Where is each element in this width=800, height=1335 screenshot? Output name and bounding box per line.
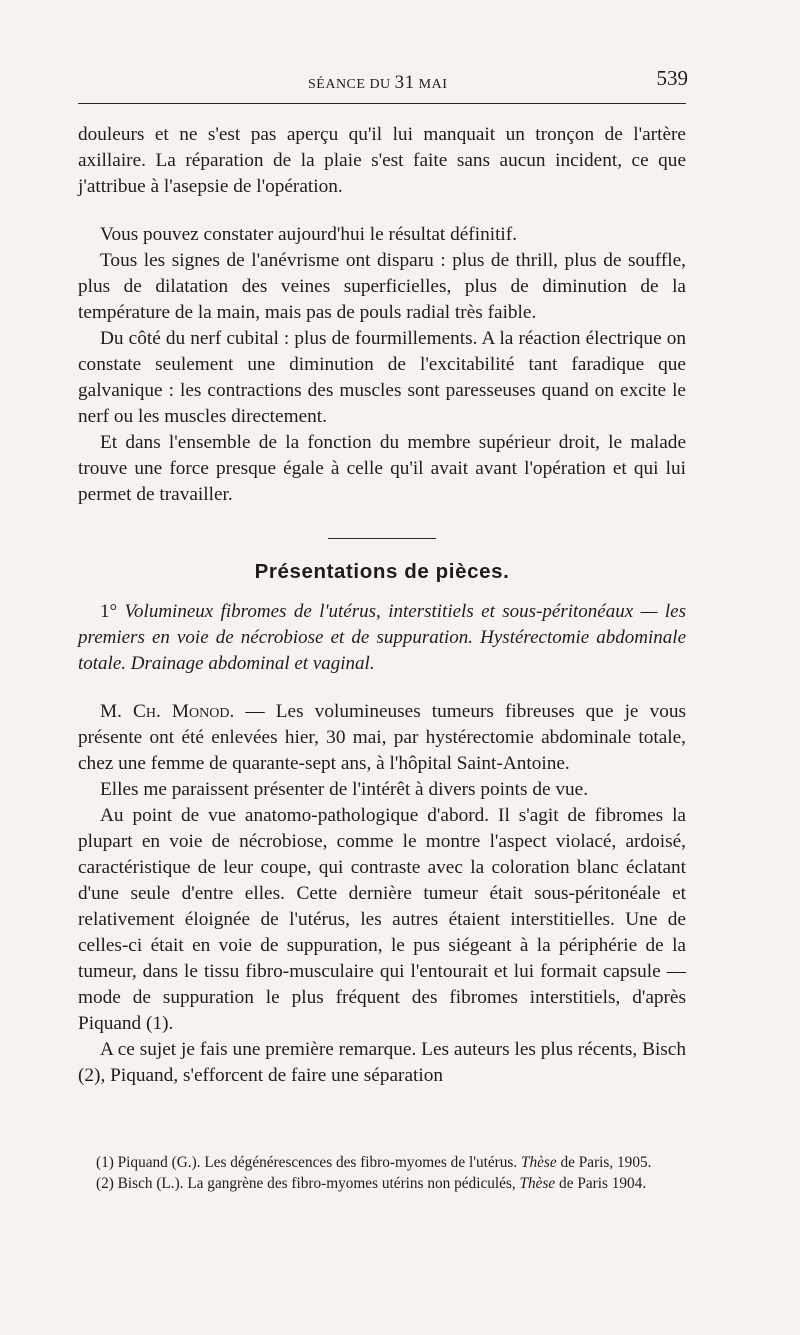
speaker-prefix: M. [100,701,134,722]
speaker-suffix: . — [229,701,276,722]
speech-paragraph-3: Au point de vue anatomo-pathologique d'abord. Il s'agit de fibromes la plupart en voie de nécrobiose, comme le montre l'aspect violacé, ardoisé, caractéristique de leur coupe, qui contraste avec la coloration blanc éclatant d'une seule d'entre elles. Cette dernière tumeur était sous-péritonéale et relativement éloignée de l'utérus, les autres étaient interstitielles. Une de celles-ci était en voie de suppuration, le pus siégeant à la périphérie de la tumeur, dans le tissu fibro-musculaire qui l'entourait et lui formait capsule — mode de suppuration le plus fréquent des fibromes interstitiels, d'après Piquand (1). [78,805,686,1034]
speech-paragraph-2: Elles me paraissent présenter de l'intérêt à divers points de vue. [100,779,589,800]
footnote-2 [78,1174,686,1193]
footnote-2-work: Thèse [519,1175,556,1192]
paragraph-2: Vous pouvez constater aujourd'hui le résultat définitif. [100,224,518,245]
footnote-1-place: de Paris, 1905. [556,1154,652,1171]
item-number: 1° [100,601,118,622]
running-title [308,72,447,94]
item-title-text: Volumineux fibromes de l'utérus, interstitiels et sous-péritonéaux — les premiers en voie de nécrobiose et de suppuration. Hystérectomie abdominale totale. Drainage abdominal et vaginal. [78,601,686,674]
page-header [78,62,688,92]
body-text [78,122,686,1089]
item-title [78,599,686,677]
header-rule [78,103,686,104]
footnote-2-text: (2) Bisch (L.). La gangrène des fibro-myomes utérins non pédiculés, [96,1175,520,1192]
paragraph-1: douleurs et ne s'est pas aperçu qu'il lui manquait un tronçon de l'artère axillaire. La réparation de la plaie s'est faite sans aucun incident, ce que j'attribue à l'asepsie de l'opération. [78,124,686,197]
footnote-2-place: de Paris 1904. [555,1175,647,1192]
page-number: 539 [656,66,688,90]
speaker-name: Ch. Monod [133,701,230,722]
section-divider [328,538,436,539]
speech-paragraph-4: A ce sujet je fais une première remarque. Les auteurs les plus récents, Bisch (2), Piquand, s'efforcent de faire une séparation [78,1039,686,1086]
footnote-1 [78,1153,686,1172]
footnote-1-text: (1) Piquand (G.). Les dégénérescences des fibro-myomes de l'utérus. [96,1154,521,1171]
footnote-1-work: Thèse [520,1154,557,1171]
paragraph-4: Du côté du nerf cubital : plus de fourmillements. A la réaction électrique on constate seulement une diminution de l'excitabilité tant faradique que galvanique : les contractions des muscles sont paresseuses quand on excite le nerf ou les muscles directement. [78,328,686,427]
paragraph-5: Et dans l'ensemble de la fonction du membre supérieur droit, le malade trouve une force presque égale à celle qu'il avait avant l'opération et qui lui permet de travailler. [78,432,686,505]
speech-paragraph-1 [78,699,686,777]
footnotes [78,1153,686,1195]
running-title-part2: MAI [414,77,448,92]
speech-text-1: Les volumineuses tumeurs fibreuses que je vous présente ont été enlevées hier, 30 mai, par hystérectomie abdominale totale, chez une femme de quarante-sept ans, à l'hôpital Saint-Antoine. [78,701,686,774]
running-title-part1: SÉANCE DU [308,77,395,92]
paragraph-3: Tous les signes de l'anévrisme ont disparu : plus de thrill, plus de souffle, plus de dilatation des veines superficielles, plus de diminution de la température de la main, mais pas de pouls radial très faible. [78,250,686,323]
section-heading: Présentations de pièces. [254,560,510,583]
running-title-day: 31 [394,72,415,93]
